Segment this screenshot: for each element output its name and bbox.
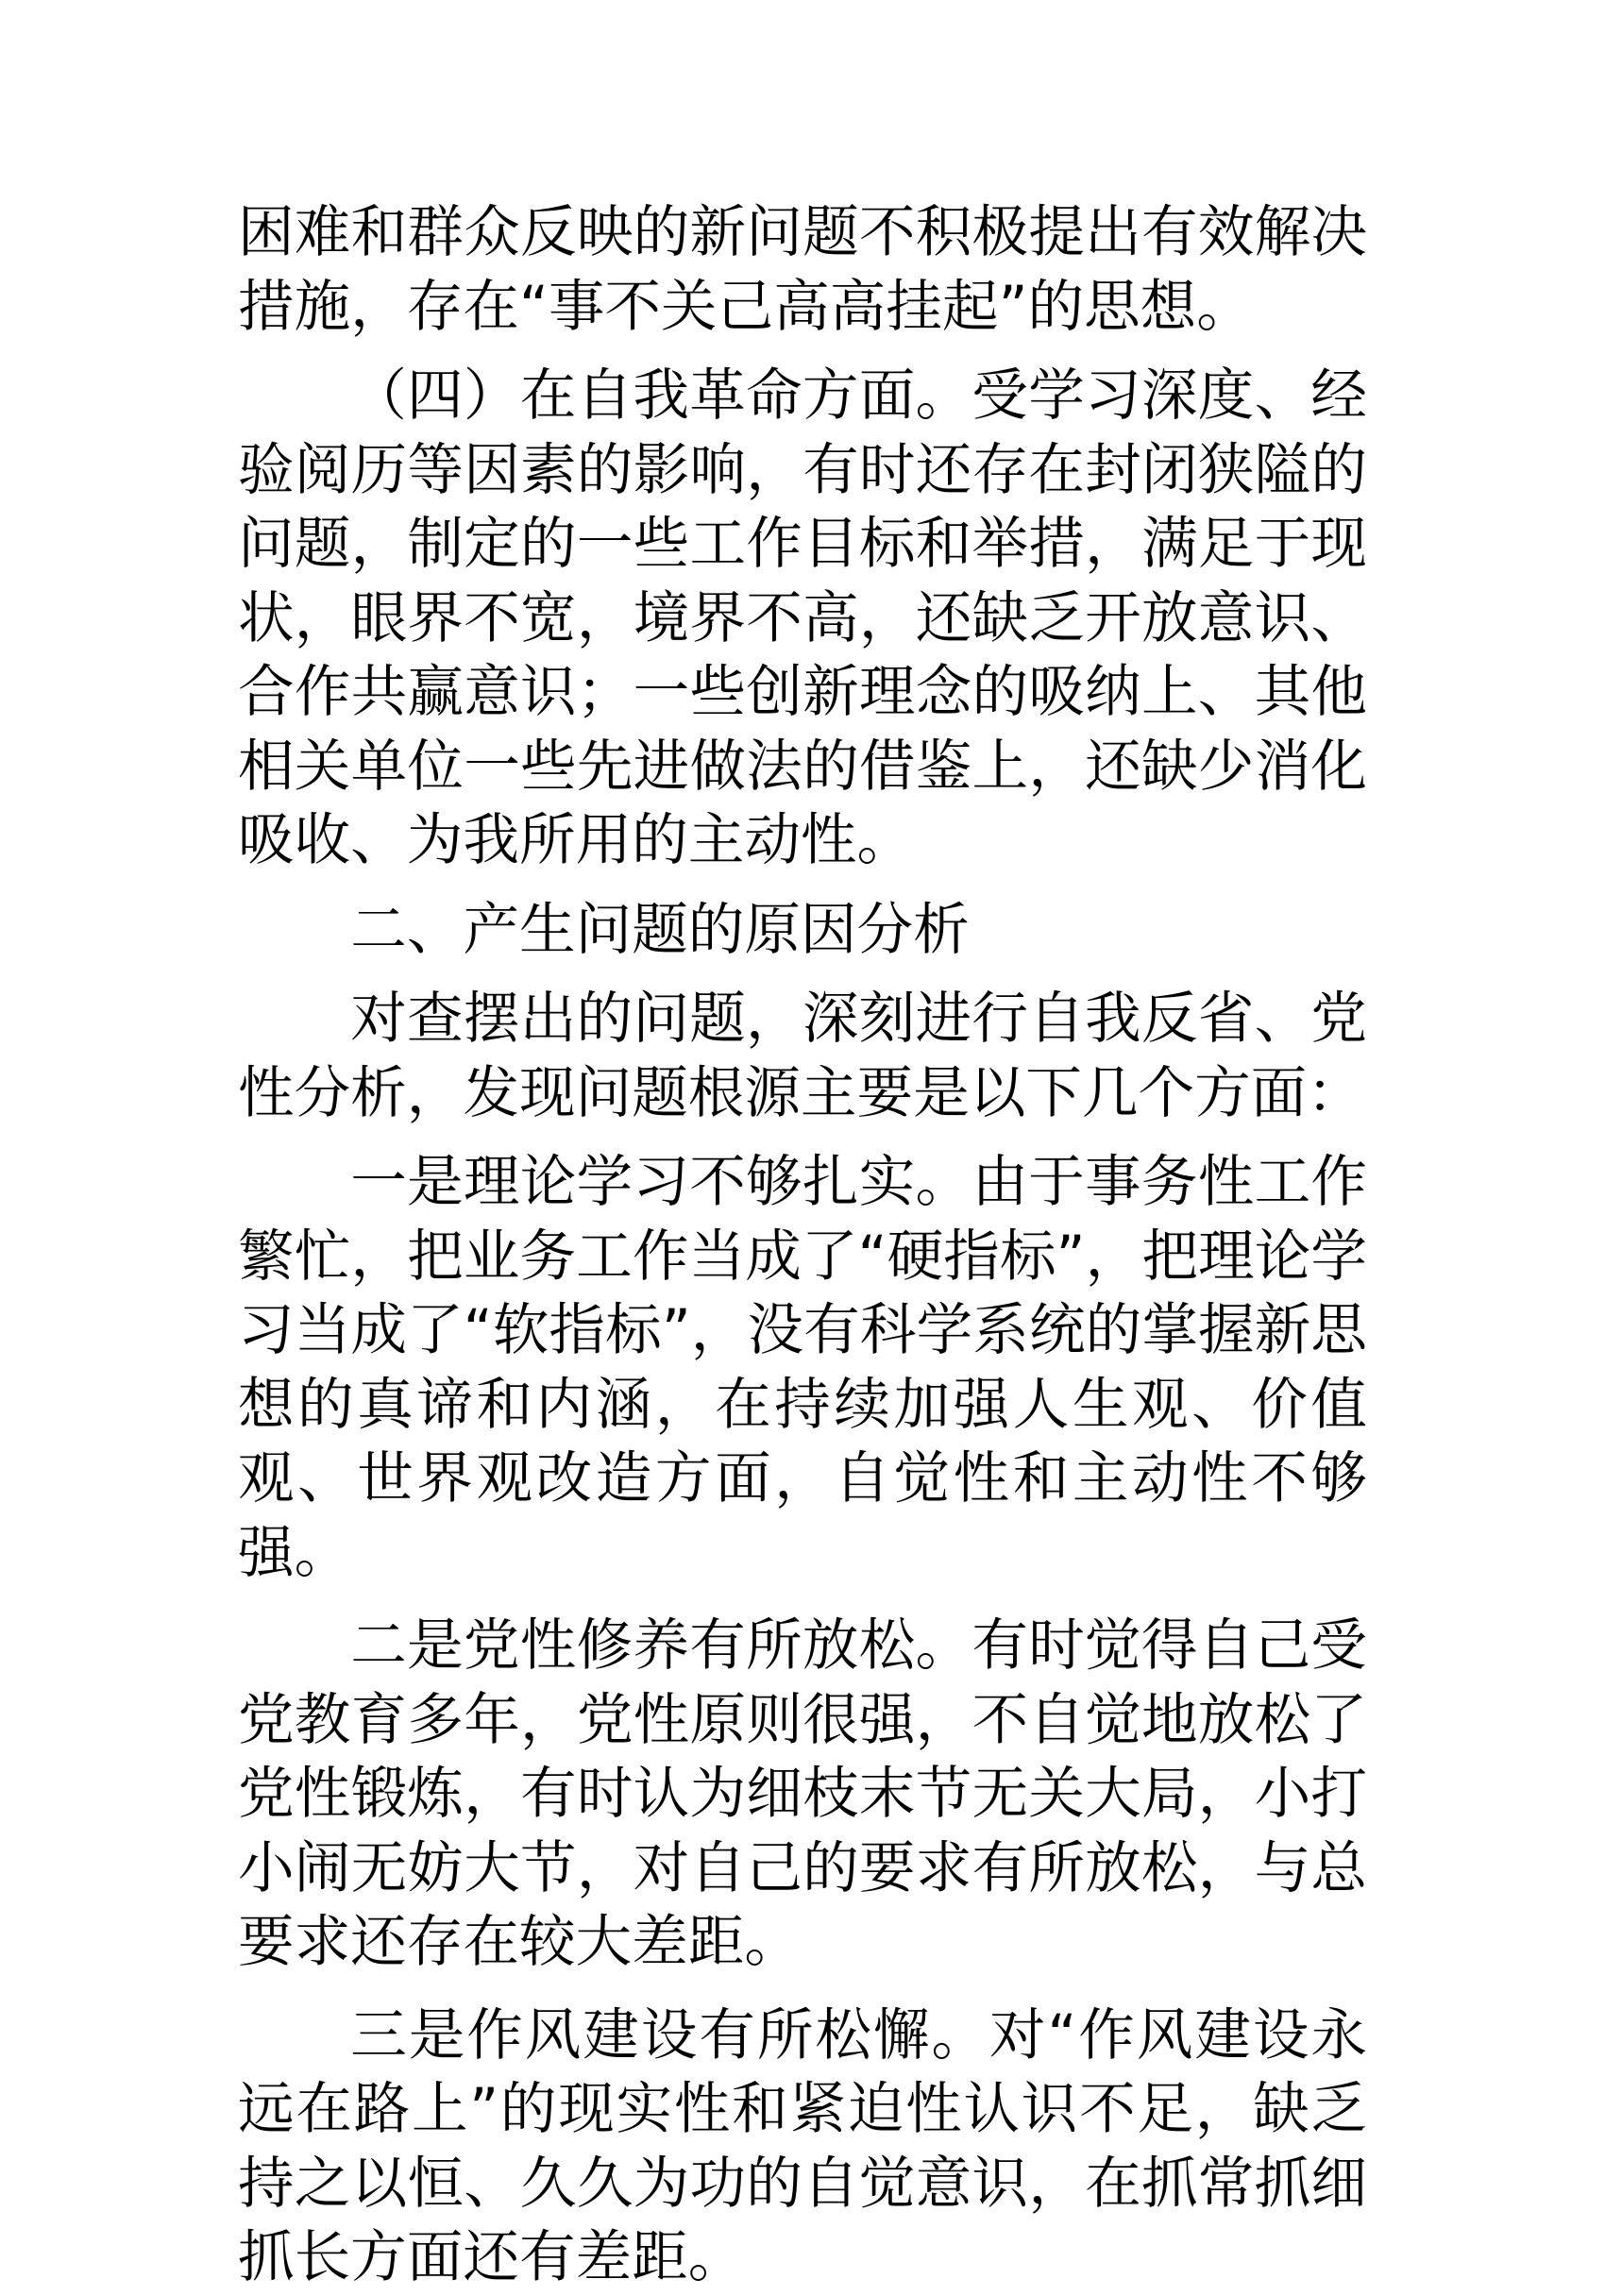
document-page bbox=[238, 196, 1367, 2296]
section-heading-cause-analysis: 二、产生问题的原因分析 bbox=[350, 897, 970, 963]
paragraph-continuation: 困难和群众反映的新问题不积极提出有效解决措施，存在“事不关己高高挂起”的思想。 bbox=[238, 200, 1367, 340]
paragraph-intro-causes: 对查摆出的问题，深刻进行自我反省、党性分析，发现问题根源主要是以下几个方面： bbox=[238, 987, 1367, 1126]
paragraph-cause-theory-study: 一是理论学习不够扎实。由于事务性工作繁忙，把业务工作当成了“硬指标”，把理论学习当成了“软指标”，没有科学系统的掌握新思想的真谛和内涵，在持续加强人生观、价值观、世界观改造方面，自觉性和主动性不够强。 bbox=[238, 1150, 1367, 1586]
paragraph-cause-party-spirit: 二是党性修养有所放松。有时觉得自己受党教育多年，党性原则很强，不自觉地放松了党性锻炼，有时认为细枝末节无关大局，小打小闹无妨大节，对自己的要求有所放松，与总要求还存在较大差距。 bbox=[238, 1613, 1367, 1975]
paragraph-self-revolution: （四）在自我革命方面。受学习深度、经验阅历等因素的影响，有时还存在封闭狭隘的问题，制定的一些工作目标和举措，满足于现状，眼界不宽，境界不高，还缺乏开放意识、合作共赢意识；一些创新理念的吸纳上、其他相关单位一些先进做法的借鉴上，还缺少消化吸收、为我所用的主动性。 bbox=[238, 363, 1367, 873]
paragraph-cause-work-style: 三是作风建设有所松懈。对“作风建设永远在路上”的现实性和紧迫性认识不足，缺乏持之以恒、久久为功的自觉意识，在抓常抓细抓长方面还有差距。 bbox=[238, 2002, 1367, 2290]
